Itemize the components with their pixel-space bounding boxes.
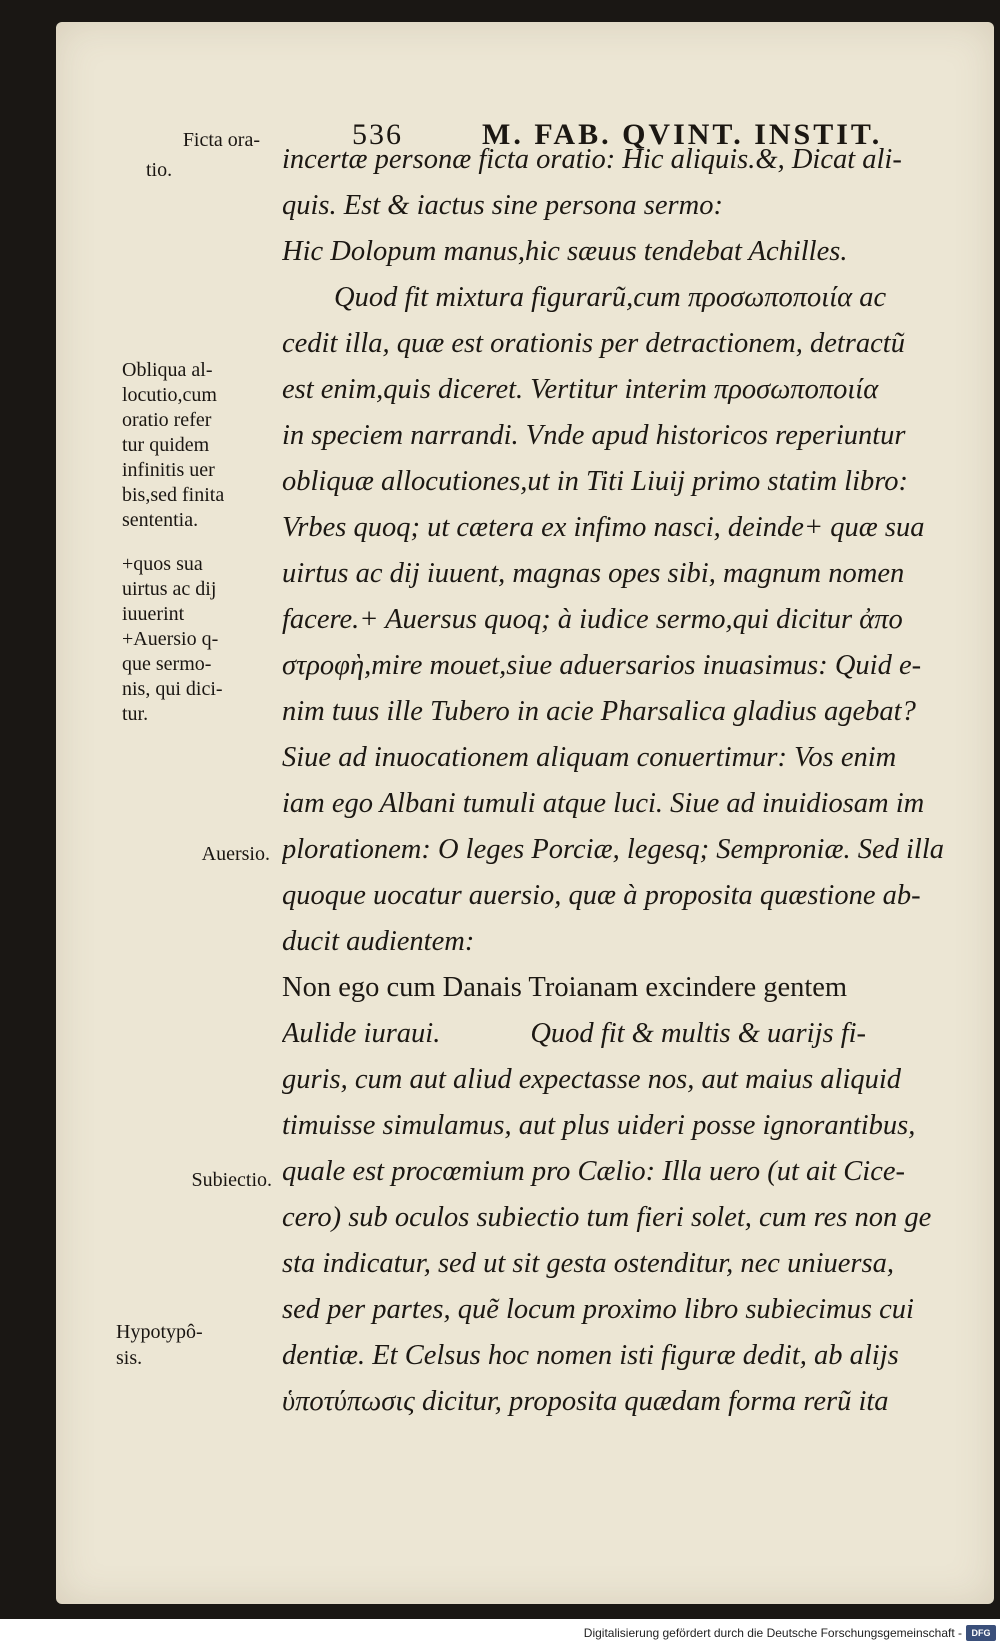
margin-note: sententia.	[122, 509, 199, 531]
text-line: obliquæ allocutiones,ut in Titi Liuij primo statim libro:	[282, 468, 909, 497]
funding-credit: Digitalisierung gefördert durch die Deutsche Forschungsgemeinschaft -	[583, 1626, 962, 1640]
margin-note: Subiectio.	[191, 1169, 272, 1191]
margin-note: sis.	[116, 1347, 143, 1369]
text-line: Hic Dolopum manus,hic sæuus tendebat Achilles.	[282, 238, 848, 267]
margin-note: que sermo-	[122, 653, 212, 675]
text-line	[282, 1020, 978, 1049]
page-number: 536	[352, 118, 403, 151]
margin-note: bis,sed finita	[122, 484, 225, 506]
paragraph-start: Quod fit & multis & uarijs fi-	[530, 1020, 867, 1049]
margin-note: tur quidem	[122, 434, 210, 456]
text-line: timuisse simulamus, aut plus uideri posse ignorantibus,	[282, 1112, 916, 1141]
margin-note: +quos sua	[122, 553, 203, 575]
text-line: iam ego Albani tumuli atque luci. Siue ad inuidiosam im	[282, 790, 925, 819]
margin-note: tio.	[146, 159, 173, 181]
text-line: στροφὴ,mire mouet,siue aduersarios inuasimus: Quid e-	[282, 652, 922, 681]
text-line: dentiæ. Et Celsus hoc nomen isti figuræ dedit, ab alijs	[282, 1342, 899, 1371]
dfg-logo: DFG	[966, 1625, 996, 1641]
text-line: Vrbes quoq; ut cætera ex infimo nasci, deinde+ quæ sua	[282, 514, 925, 543]
margin-note: Obliqua al-	[122, 359, 213, 381]
text-line: Non ego cum Danais Troianam excindere gentem	[282, 974, 848, 1003]
text-line: ὑποτύπωσις dicitur, proposita quædam forma rerũ ita	[282, 1388, 889, 1417]
margin-note: iuuerint	[122, 603, 185, 625]
text-line: facere.+ Auersus quoq; à iudice sermo,qui dicitur ἀπο	[282, 606, 903, 635]
text-line: nim tuus ille Tubero in acie Pharsalica gladius agebat?	[282, 698, 916, 727]
text-line: plorationem: O leges Porciæ, legesq; Semproniæ. Sed illa	[282, 836, 944, 865]
text-line: quale est procœmium pro Cælio: Illa uero (ut ait Cice-	[282, 1158, 905, 1187]
margin-note: nis, qui dici-	[122, 678, 223, 700]
margin-note: tur.	[122, 703, 149, 725]
text-line: incertæ personæ ficta oratio: Hic aliquis.&, Dicat ali-	[282, 146, 902, 175]
text-line: quoque uocatur auersio, quæ à proposita quæstione ab-	[282, 882, 921, 911]
text-line: uirtus ac dij iuuent, magnas opes sibi, magnum nomen	[282, 560, 905, 589]
margin-note: Hypotypô-	[116, 1321, 203, 1343]
running-title: M. FAB. QVINT. INSTIT.	[482, 118, 883, 151]
text-line: sed per partes, quẽ locum proximo libro subiecimus cui	[282, 1296, 914, 1325]
margin-note: Ficta ora-	[182, 129, 260, 151]
text-line: Quod fit mixtura figurarũ,cum προσωποποιία ac	[334, 284, 887, 313]
text-line: quis. Est & iactus sine persona sermo:	[282, 192, 723, 221]
text-line: Siue ad inuocationem aliquam conuertimur: Vos enim	[282, 744, 897, 773]
text-line: guris, cum aut aliud expectasse nos, aut maius aliquid	[282, 1066, 902, 1095]
margin-note: +Auersio q-	[122, 628, 219, 650]
margin-note: infinitis uer	[122, 459, 215, 481]
text-line: est enim,quis diceret. Vertitur interim προσωποποιία	[282, 376, 879, 405]
margin-note: Auersio.	[201, 843, 270, 865]
verse-end: Aulide iuraui.	[282, 1020, 441, 1049]
margin-note: uirtus ac dij	[122, 578, 217, 600]
text-line: in speciem narrandi. Vnde apud historicos reperiuntur	[282, 422, 906, 451]
text-line: sta indicatur, sed ut sit gesta ostenditur, nec uniuersa,	[282, 1250, 894, 1279]
footer-bar	[0, 1619, 1000, 1647]
margin-note: locutio,cum	[122, 384, 217, 406]
text-line: ducit audientem:	[282, 928, 475, 957]
text-line: cero) sub oculos subiectio tum fieri solet, cum res non ge	[282, 1204, 932, 1233]
text-line: cedit illa, quæ est orationis per detractionem, detractũ	[282, 330, 905, 359]
margin-note: oratio refer	[122, 409, 212, 431]
